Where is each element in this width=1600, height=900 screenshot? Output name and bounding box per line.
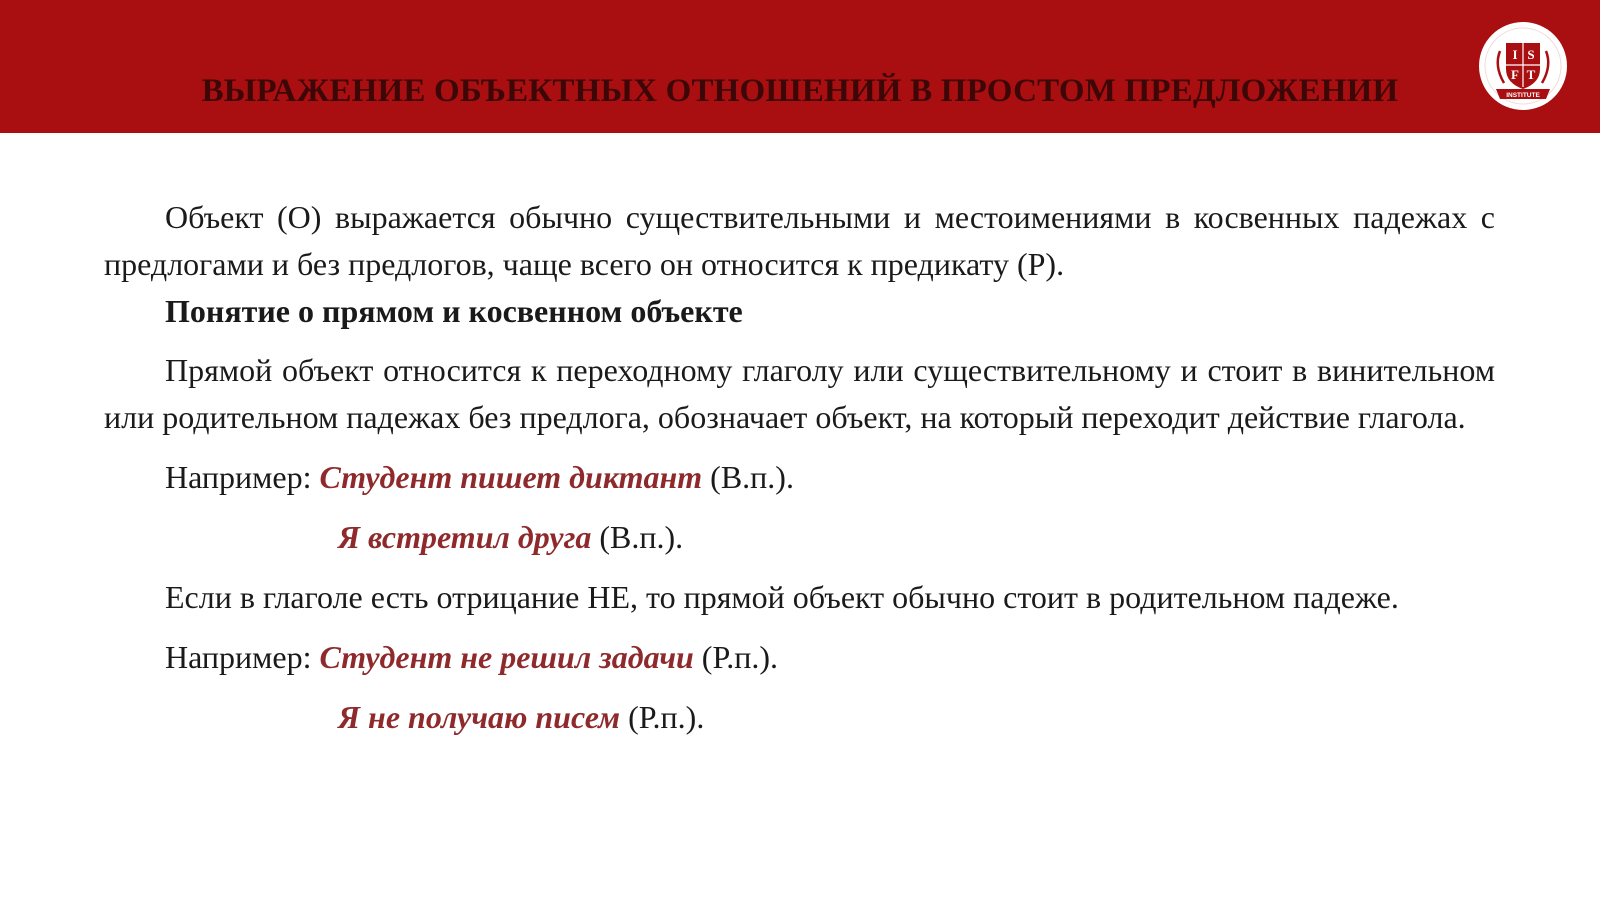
example-line	[104, 514, 1495, 561]
logo-emblem-icon	[1478, 21, 1568, 111]
example-sentence: Я не получаю писем	[338, 699, 621, 735]
example-line	[104, 694, 1495, 741]
example-sentence: Студент пишет диктант	[319, 459, 703, 495]
example-sentence: Студент не решил задачи	[319, 639, 694, 675]
subheading-direct-indirect-object: Понятие о прямом и косвенном объекте	[165, 293, 743, 329]
example-lead: Например:	[165, 639, 320, 675]
logo-letter: S	[1527, 47, 1535, 62]
logo-ribbon: INSTITUTE	[1506, 92, 1540, 99]
example-sentence: Я встретил друга	[338, 519, 592, 555]
slide-header	[0, 0, 1600, 133]
logo-letter: F	[1511, 67, 1519, 82]
example-case: (В.п.).	[702, 459, 794, 495]
slide-content	[104, 194, 1495, 754]
logo-letter: T	[1526, 67, 1536, 82]
example-case: (В.п.).	[591, 519, 684, 555]
example-lead: Например:	[165, 459, 320, 495]
institute-logo	[1478, 21, 1568, 111]
paragraph-negation: Если в глаголе есть отрицание НЕ, то прямой объект обычно стоит в родительном падеже.	[165, 579, 1399, 615]
example-line	[104, 454, 1495, 501]
example-case: (Р.п.).	[620, 699, 705, 735]
paragraph-direct-object: Прямой объект относится к переходному глаголу или существительному и стоит в винительном или родительном падежах без предлога, обозначает объект, на который переходит действие глагола.	[104, 352, 1495, 435]
paragraph-object-definition: Объект (О) выражается обычно существительными и местоимениями в косвенных падежах с предлогами и без предлогов, чаще всего он относится к предикату (Р).	[104, 199, 1495, 282]
example-case: (Р.п.).	[693, 639, 779, 675]
slide-title: ВЫРАЖЕНИЕ ОБЪЕКТНЫХ ОТНОШЕНИЙ В ПРОСТОМ ПРЕДЛОЖЕНИИ	[201, 73, 1399, 109]
logo-letter: I	[1512, 47, 1518, 62]
example-line	[104, 634, 1495, 681]
